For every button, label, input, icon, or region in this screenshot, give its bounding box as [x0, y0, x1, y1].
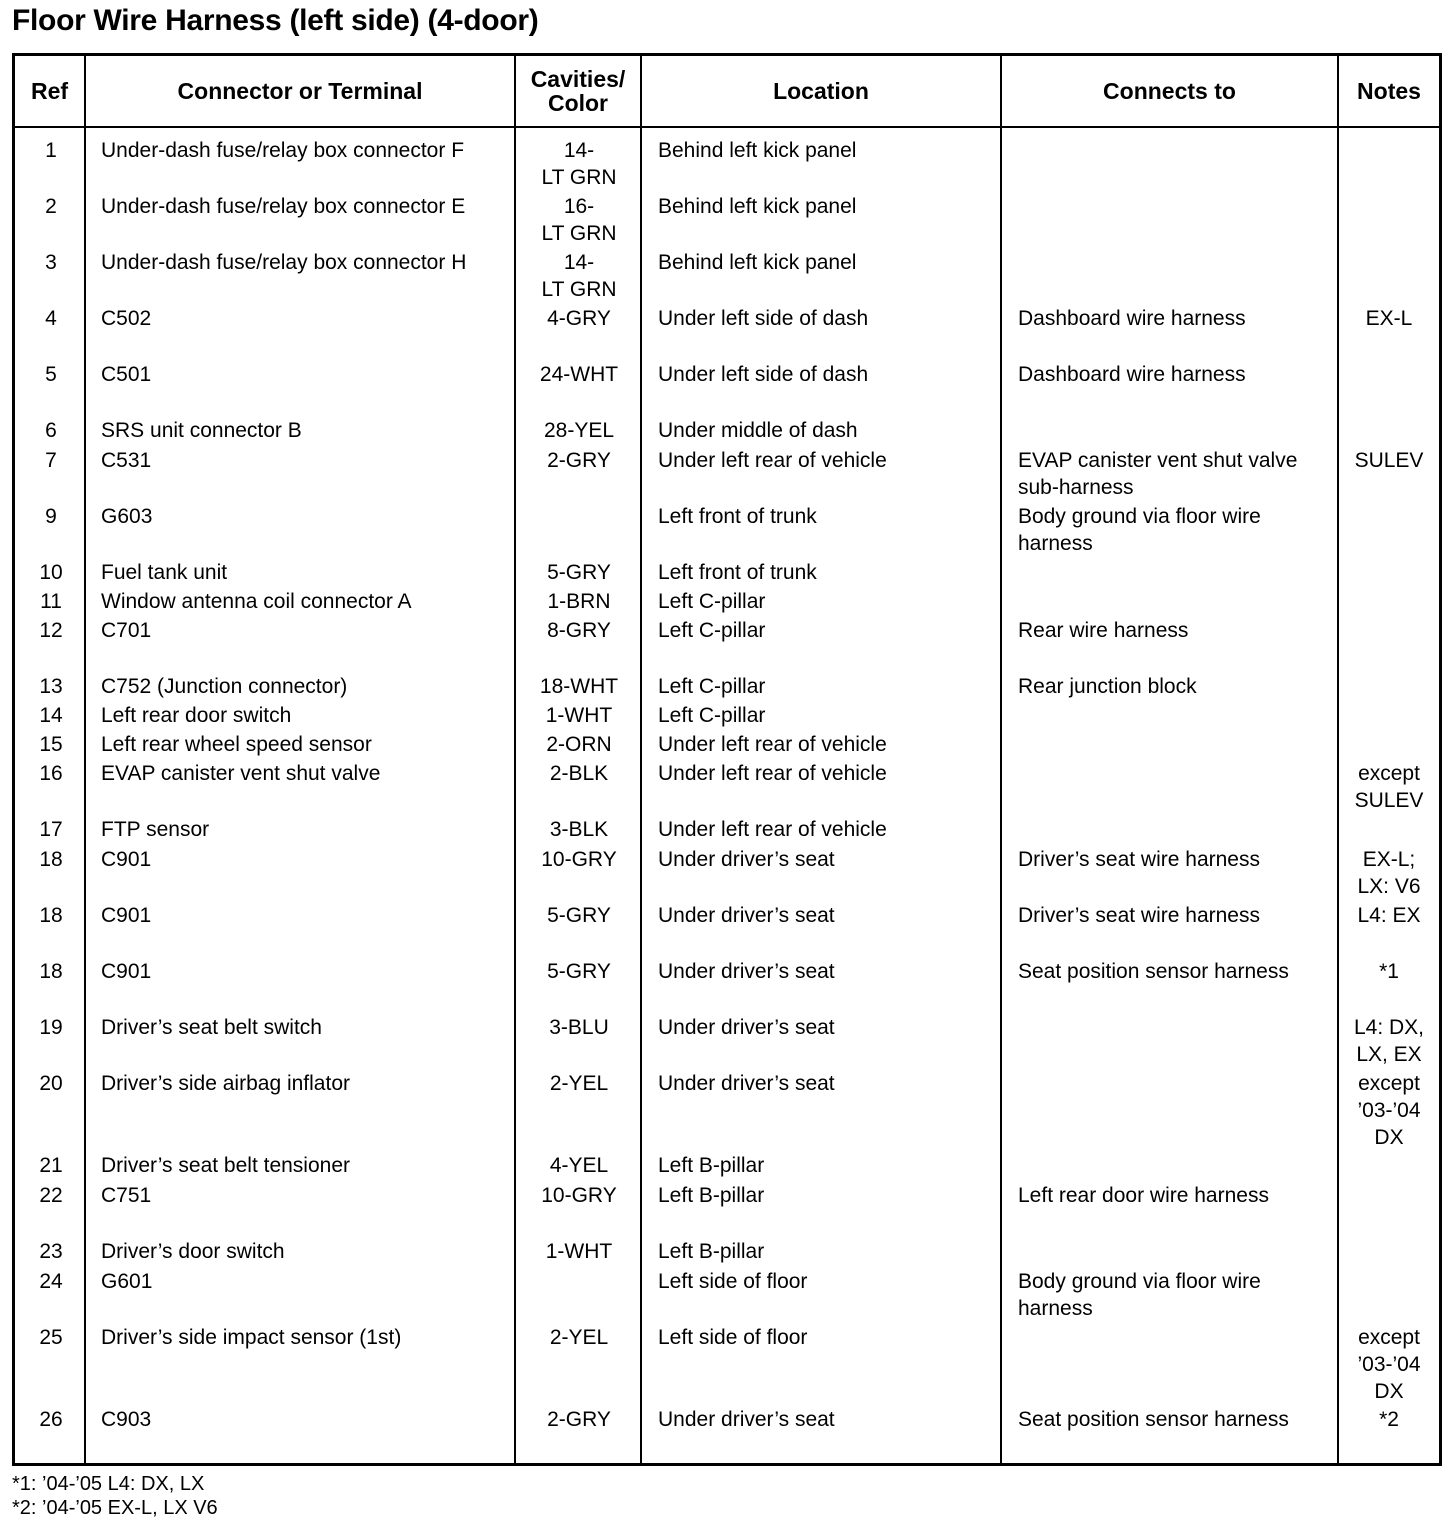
row-location: Under driver’s seat	[658, 1408, 835, 1431]
row-connects-to: Body ground via floor wire harness	[1018, 1270, 1261, 1320]
row-connects-to: Seat position sensor harness	[1018, 960, 1289, 983]
row-cavities: 5-GRY	[547, 904, 611, 927]
row-connector: C701	[101, 619, 152, 642]
row-ref: 5	[45, 363, 57, 386]
row-ref: 12	[39, 619, 63, 642]
row-connector: C901	[101, 904, 152, 927]
row-connector: Left rear door switch	[101, 704, 292, 727]
harness-table	[12, 53, 1442, 1466]
row-location: Left C-pillar	[658, 704, 766, 727]
row-location: Behind left kick panel	[658, 251, 857, 274]
row-location: Left front of trunk	[658, 561, 817, 584]
row-connector: Under-dash fuse/relay box connector H	[101, 251, 467, 274]
row-ref: 23	[39, 1240, 63, 1263]
row-ref: 9	[45, 505, 57, 528]
row-ref: 16	[39, 762, 63, 785]
row-location: Under left side of dash	[658, 307, 869, 330]
row-ref: 1	[45, 139, 57, 162]
row-connector: Left rear wheel speed sensor	[101, 733, 372, 756]
row-connects-to: Seat position sensor harness	[1018, 1408, 1289, 1431]
row-ref: 15	[39, 733, 63, 756]
row-ref: 11	[40, 590, 62, 613]
row-ref: 17	[39, 818, 63, 841]
row-notes: *1	[1379, 960, 1399, 983]
row-connector: Driver’s door switch	[101, 1240, 285, 1263]
row-ref: 19	[39, 1016, 63, 1039]
row-connector: C502	[101, 307, 152, 330]
row-cavities: 2-GRY	[547, 1408, 611, 1431]
row-ref: 4	[45, 307, 57, 330]
row-connector: Driver’s seat belt switch	[101, 1016, 322, 1039]
row-location: Behind left kick panel	[658, 139, 857, 162]
footnote: *1: ’04-’05 L4: DX, LX	[12, 1473, 205, 1495]
row-location: Left side of floor	[658, 1270, 808, 1293]
row-cavities: 2-GRY	[547, 449, 611, 472]
row-ref: 18	[39, 848, 63, 871]
row-cavities: 16- LT GRN	[541, 195, 617, 245]
row-connects-to: EVAP canister vent shut valve sub-harness	[1018, 449, 1298, 499]
row-connects-to: Rear wire harness	[1018, 619, 1189, 642]
row-cavities: 4-YEL	[549, 1154, 609, 1177]
row-connector: G603	[101, 505, 153, 528]
row-connects-to: Rear junction block	[1018, 675, 1197, 698]
row-connector: EVAP canister vent shut valve	[101, 762, 381, 785]
column-divider	[1000, 56, 1002, 1463]
row-location: Under driver’s seat	[658, 904, 835, 927]
row-location: Left C-pillar	[658, 675, 766, 698]
row-notes: L4: DX, LX, EX	[1353, 1016, 1425, 1066]
row-notes: L4: EX	[1357, 904, 1421, 927]
row-cavities: 1-BRN	[547, 590, 611, 613]
row-ref: 22	[39, 1184, 63, 1207]
row-location: Behind left kick panel	[658, 195, 857, 218]
row-notes: EX-L	[1365, 307, 1413, 330]
row-location: Under driver’s seat	[658, 960, 835, 983]
row-ref: 13	[39, 675, 63, 698]
row-connector: FTP sensor	[101, 818, 210, 841]
row-connector: C752 (Junction connector)	[101, 675, 348, 698]
row-ref: 25	[39, 1326, 63, 1349]
header-connects-to: Connects to	[1103, 78, 1236, 104]
row-cavities: 5-GRY	[547, 960, 611, 983]
row-connector: C903	[101, 1408, 152, 1431]
row-connector: C531	[101, 449, 152, 472]
row-connector: G601	[101, 1270, 153, 1293]
row-connector: Driver’s seat belt tensioner	[101, 1154, 351, 1177]
row-cavities: 28-YEL	[543, 419, 615, 442]
row-connects-to: Left rear door wire harness	[1018, 1184, 1269, 1207]
row-cavities: 4-GRY	[547, 307, 611, 330]
row-location: Under driver’s seat	[658, 1072, 835, 1095]
row-notes: EX-L; LX: V6	[1357, 848, 1421, 898]
row-connects-to: Dashboard wire harness	[1018, 363, 1246, 386]
row-ref: 6	[45, 419, 57, 442]
row-cavities: 10-GRY	[541, 1184, 617, 1207]
header-notes: Notes	[1357, 78, 1421, 104]
row-connector: C901	[101, 960, 152, 983]
header-location: Location	[773, 78, 869, 104]
row-cavities: 2-YEL	[549, 1326, 609, 1349]
row-ref: 18	[39, 960, 63, 983]
row-connector: Fuel tank unit	[101, 561, 228, 584]
row-notes: SULEV	[1354, 449, 1424, 472]
row-cavities: 24-WHT	[539, 363, 619, 386]
row-connector: SRS unit connector B	[101, 419, 302, 442]
row-cavities: 14- LT GRN	[541, 139, 617, 189]
page-title: Floor Wire Harness (left side) (4-door)	[12, 4, 539, 37]
row-cavities: 14- LT GRN	[541, 251, 617, 301]
row-connects-to: Driver’s seat wire harness	[1018, 848, 1260, 871]
row-ref: 20	[39, 1072, 63, 1095]
row-ref: 21	[39, 1154, 63, 1177]
row-location: Left side of floor	[658, 1326, 808, 1349]
row-cavities: 2-YEL	[549, 1072, 609, 1095]
row-connector: C501	[101, 363, 152, 386]
row-ref: 3	[45, 251, 57, 274]
row-location: Under left rear of vehicle	[658, 733, 887, 756]
footnotes	[12, 1472, 218, 1520]
row-location: Under driver’s seat	[658, 1016, 835, 1039]
row-ref: 10	[39, 561, 63, 584]
row-notes: *2	[1379, 1408, 1399, 1431]
row-connector: Window antenna coil connector A	[101, 590, 412, 613]
row-cavities: 2-BLK	[549, 762, 609, 785]
row-location: Left B-pillar	[658, 1240, 765, 1263]
row-location: Left C-pillar	[658, 619, 766, 642]
row-cavities: 1-WHT	[545, 704, 613, 727]
row-ref: 2	[45, 195, 57, 218]
row-connector: Driver’s side airbag inflator	[101, 1072, 350, 1095]
row-ref: 18	[39, 904, 63, 927]
row-location: Left B-pillar	[658, 1184, 765, 1207]
row-ref: 7	[45, 449, 57, 472]
row-cavities: 18-WHT	[539, 675, 619, 698]
row-connector: Under-dash fuse/relay box connector E	[101, 195, 466, 218]
row-cavities: 3-BLU	[549, 1016, 609, 1039]
row-location: Under left rear of vehicle	[658, 762, 887, 785]
header-cavities: Cavities/ Color	[530, 66, 626, 116]
row-location: Under left side of dash	[658, 363, 869, 386]
header-ref: Ref	[30, 78, 69, 104]
row-cavities: 10-GRY	[541, 848, 617, 871]
row-location: Under middle of dash	[658, 419, 858, 442]
row-notes: except ’03-’04 DX	[1357, 1072, 1421, 1149]
row-ref: 26	[39, 1408, 63, 1431]
row-location: Left C-pillar	[658, 590, 766, 613]
header-connector: Connector or Terminal	[177, 78, 423, 104]
row-connector: C751	[101, 1184, 152, 1207]
row-notes: except ’03-’04 DX	[1357, 1326, 1421, 1403]
row-location: Left front of trunk	[658, 505, 817, 528]
row-cavities: 3-BLK	[549, 818, 609, 841]
row-connector: Under-dash fuse/relay box connector F	[101, 139, 465, 162]
row-cavities: 1-WHT	[545, 1240, 613, 1263]
row-location: Under left rear of vehicle	[658, 449, 887, 472]
row-ref: 14	[39, 704, 63, 727]
row-connector: Driver’s side impact sensor (1st)	[101, 1326, 402, 1349]
column-divider	[514, 56, 516, 1463]
row-location: Under driver’s seat	[658, 848, 835, 871]
row-cavities: 5-GRY	[547, 561, 611, 584]
row-cavities: 2-ORN	[546, 733, 612, 756]
row-connects-to: Dashboard wire harness	[1018, 307, 1246, 330]
row-location: Under left rear of vehicle	[658, 818, 887, 841]
header-divider	[15, 126, 1439, 128]
footnote: *2: ’04-’05 EX-L, LX V6	[12, 1497, 218, 1519]
row-cavities: 8-GRY	[547, 619, 611, 642]
row-connector: C901	[101, 848, 152, 871]
row-connects-to: Driver’s seat wire harness	[1018, 904, 1260, 927]
row-ref: 24	[39, 1270, 63, 1293]
row-connects-to: Body ground via floor wire harness	[1018, 505, 1261, 555]
row-location: Left B-pillar	[658, 1154, 765, 1177]
row-notes: except SULEV	[1354, 762, 1424, 812]
